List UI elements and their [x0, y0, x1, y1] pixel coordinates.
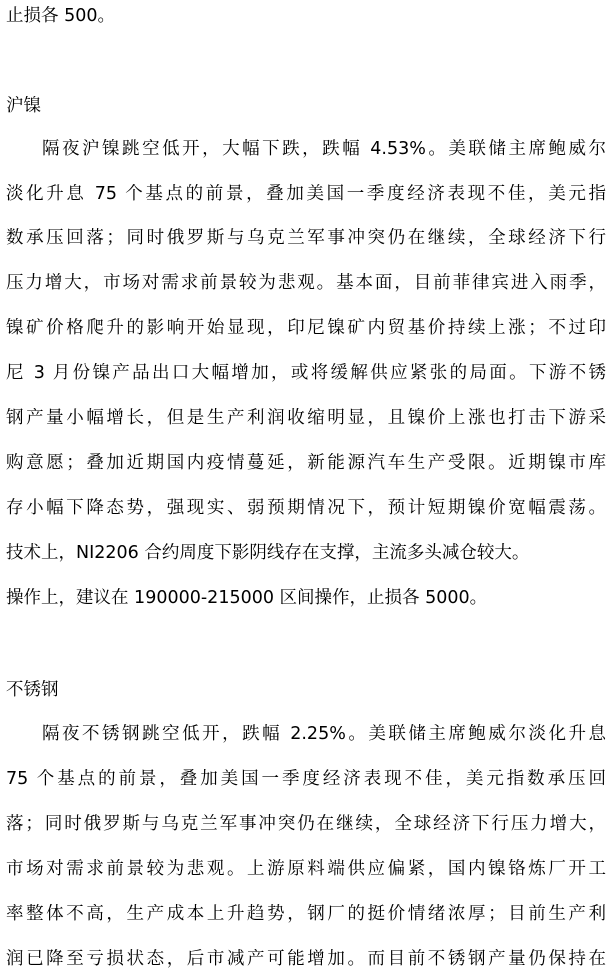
- section-heading-stainless-steel: 不锈钢: [6, 680, 59, 700]
- nickel-paragraph-line: 压力增大，市场对需求前景较为悲观。基本面，目前菲律宾进入雨季，: [6, 273, 606, 293]
- nickel-paragraph-line: 技术上，NI2206 合约周度下影阴线存在支撑，主流多头减仓较大。: [6, 543, 530, 563]
- stainless-paragraph-line: 75 个基点的前景，叠加美国一季度经济表现不佳，美元指数承压回: [6, 769, 606, 789]
- intro-tail-line: 止损各 500。: [6, 6, 115, 26]
- nickel-paragraph-line: 隔夜沪镍跳空低开，大幅下跌，跌幅 4.53%。美联储主席鲍威尔: [42, 139, 606, 159]
- nickel-paragraph-line: 尼 3 月份镍产品出口大幅增加，或将缓解供应紧张的局面。下游不锈: [6, 363, 606, 383]
- stainless-paragraph-line: 市场对需求前景较为悲观。上游原料端供应偏紧，国内镍铬炼厂开工: [6, 859, 606, 879]
- stainless-paragraph-line: 隔夜不锈钢跳空低开，跌幅 2.25%。美联储主席鲍威尔淡化升息: [42, 724, 606, 744]
- nickel-paragraph-line: 钢产量小幅增长，但是生产利润收缩明显，且镍价上涨也打击下游采: [6, 408, 606, 428]
- stainless-paragraph-line: 落；同时俄罗斯与乌克兰军事冲突仍在继续，全球经济下行压力增大，: [6, 814, 606, 834]
- nickel-paragraph-line: 操作上，建议在 190000-215000 区间操作，止损各 5000。: [6, 588, 488, 608]
- nickel-paragraph-line: 淡化升息 75 个基点的前景，叠加美国一季度经济表现不佳，美元指: [6, 184, 606, 204]
- section-heading-nickel: 沪镍: [6, 96, 41, 116]
- nickel-paragraph-line: 数承压回落；同时俄罗斯与乌克兰军事冲突仍在继续，全球经济下行: [6, 228, 606, 248]
- nickel-paragraph-line: 存小幅下降态势，强现实、弱预期情况下，预计短期镍价宽幅震荡。: [6, 498, 606, 518]
- stainless-paragraph-line: 率整体不高，生产成本上升趋势，钢厂的挺价情绪浓厚；目前生产利: [6, 904, 606, 924]
- stainless-paragraph-line: 润已降至亏损状态，后市减产可能增加。而目前不锈钢产量仍保持在: [6, 949, 606, 969]
- nickel-paragraph-line: 镍矿价格爬升的影响开始显现，印尼镍矿内贸基价持续上涨；不过印: [6, 318, 606, 338]
- nickel-paragraph-line: 购意愿；叠加近期国内疫情蔓延，新能源汽车生产受限。近期镍市库: [6, 453, 606, 473]
